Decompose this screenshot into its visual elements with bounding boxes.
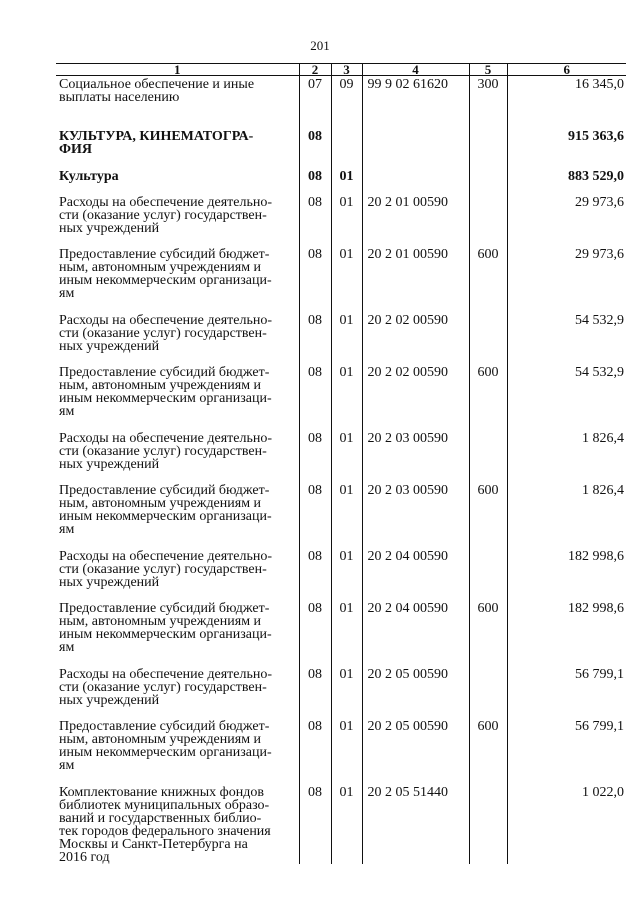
- table-row: [56, 246, 626, 312]
- section-code: 08: [299, 718, 331, 784]
- row-name: [56, 246, 299, 312]
- row-name: [56, 128, 299, 168]
- row-name-line: Социальное обеспечение и иные: [59, 77, 255, 92]
- row-name: [56, 194, 299, 246]
- row-name-line: ным, автономным учреждениям и: [59, 495, 262, 511]
- table-row: [56, 364, 626, 430]
- amount: 915 363,6: [507, 128, 626, 168]
- section-code: 08: [299, 128, 331, 168]
- row-name-line: ям: [59, 757, 75, 773]
- header-col-2: 2: [299, 64, 331, 76]
- section-code: 08: [299, 194, 331, 246]
- row-name-line: сти (оказание услуг) государствен-: [59, 207, 267, 223]
- table-row: [56, 430, 626, 482]
- row-name-line: ных учреждений: [59, 338, 160, 354]
- row-name-line: Предоставление субсидий бюджет-: [59, 482, 270, 498]
- expense-type-code: 600: [469, 718, 507, 784]
- expense-type-code: 600: [469, 364, 507, 430]
- expense-type-code: [469, 128, 507, 168]
- amount: 16 345,0: [507, 76, 626, 128]
- target-article-code: 20 2 05 00590: [362, 718, 469, 784]
- target-article-code: 20 2 02 00590: [362, 312, 469, 364]
- row-name-line: КУЛЬТУРА, КИНЕМАТОГРА-: [59, 128, 254, 144]
- expense-type-code: [469, 312, 507, 364]
- row-name-line: Расходы на обеспечение деятельно-: [59, 430, 272, 446]
- row-name-line: ям: [59, 521, 75, 537]
- amount: 29 973,6: [507, 246, 626, 312]
- row-name-line: ям: [59, 285, 75, 301]
- subsection-code: 01: [331, 430, 362, 482]
- expense-type-code: 600: [469, 246, 507, 312]
- subsection-code: 01: [331, 482, 362, 548]
- row-name-line: Предоставление субсидий бюджет-: [59, 600, 270, 616]
- row-name-line: выплаты населению: [59, 90, 180, 105]
- row-name-line: Расходы на обеспечение деятельно-: [59, 666, 272, 682]
- section-code: 08: [299, 600, 331, 666]
- expense-type-code: 600: [469, 600, 507, 666]
- amount: 56 799,1: [507, 666, 626, 718]
- subsection-code: 01: [331, 168, 362, 194]
- row-name-line: иным некоммерческим организаци-: [59, 508, 272, 524]
- row-name-line: ных учреждений: [59, 692, 160, 708]
- row-name: [56, 430, 299, 482]
- subsection-code: 01: [331, 666, 362, 718]
- subsection-code: 01: [331, 312, 362, 364]
- subsection-code: 09: [331, 76, 362, 128]
- table-row: [56, 76, 626, 128]
- row-name-line: библиотек муниципальных образо-: [59, 797, 270, 813]
- table-row: [56, 548, 626, 600]
- amount: 1 826,4: [507, 430, 626, 482]
- table-row: [56, 666, 626, 718]
- header-col-3: 3: [331, 64, 362, 76]
- section-code: 08: [299, 482, 331, 548]
- row-name: [56, 364, 299, 430]
- table-row: [56, 482, 626, 548]
- row-name-line: ФИЯ: [59, 141, 93, 157]
- table-row: [56, 784, 626, 864]
- amount: 883 529,0: [507, 168, 626, 194]
- section-code: 07: [299, 76, 331, 128]
- row-name-line: иным некоммерческим организаци-: [59, 390, 272, 406]
- page-number: 201: [310, 38, 330, 53]
- row-name-line: Культура: [59, 168, 119, 184]
- row-name: [56, 600, 299, 666]
- row-name: [56, 312, 299, 364]
- row-name: [56, 548, 299, 600]
- amount: 1 022,0: [507, 784, 626, 864]
- expense-type-code: 300: [469, 76, 507, 128]
- row-name-line: иным некоммерческим организаци-: [59, 626, 272, 642]
- row-name-line: сти (оказание услуг) государствен-: [59, 679, 267, 695]
- amount: 54 532,9: [507, 364, 626, 430]
- row-name-line: иным некоммерческим организаци-: [59, 272, 272, 288]
- section-code: 08: [299, 666, 331, 718]
- table-row: [56, 718, 626, 784]
- table-row: [56, 194, 626, 246]
- row-name: [56, 666, 299, 718]
- row-name-line: ным, автономным учреждениям и: [59, 377, 262, 393]
- target-article-code: 20 2 04 00590: [362, 548, 469, 600]
- row-name: [56, 784, 299, 864]
- amount: 182 998,6: [507, 548, 626, 600]
- header-col-6: 6: [507, 64, 626, 76]
- row-name-line: Предоставление субсидий бюджет-: [59, 364, 270, 380]
- row-name-line: сти (оказание услуг) государствен-: [59, 325, 267, 341]
- row-name-line: Расходы на обеспечение деятельно-: [59, 548, 272, 564]
- target-article-code: 20 2 01 00590: [362, 246, 469, 312]
- target-article-code: 20 2 01 00590: [362, 194, 469, 246]
- budget-table: [56, 63, 626, 864]
- amount: 54 532,9: [507, 312, 626, 364]
- expense-type-code: [469, 194, 507, 246]
- subsection-code: 01: [331, 246, 362, 312]
- section-code: 08: [299, 168, 331, 194]
- target-article-code: 20 2 05 00590: [362, 666, 469, 718]
- target-article-code: 20 2 03 00590: [362, 430, 469, 482]
- row-name: [56, 718, 299, 784]
- row-name-line: Предоставление субсидий бюджет-: [59, 246, 270, 262]
- row-name-line: ных учреждений: [59, 220, 160, 236]
- row-name-line: тек городов федерального значения: [59, 823, 271, 839]
- table-row: [56, 128, 626, 168]
- amount: 1 826,4: [507, 482, 626, 548]
- header-row: [56, 64, 626, 76]
- row-name-line: 2016 год: [59, 849, 110, 865]
- target-article-code: 20 2 02 00590: [362, 364, 469, 430]
- target-article-code: 99 9 02 61620: [362, 76, 469, 128]
- expense-type-code: [469, 430, 507, 482]
- subsection-code: 01: [331, 784, 362, 864]
- subsection-code: [331, 128, 362, 168]
- row-name-line: Москвы и Санкт-Петербурга на: [59, 836, 248, 852]
- table-row: [56, 600, 626, 666]
- row-name-line: ных учреждений: [59, 574, 160, 590]
- table-body: [56, 76, 626, 864]
- expense-type-code: 600: [469, 482, 507, 548]
- target-article-code: [362, 168, 469, 194]
- row-name: [56, 482, 299, 548]
- amount: 29 973,6: [507, 194, 626, 246]
- row-name-line: Предоставление субсидий бюджет-: [59, 718, 270, 734]
- row-name-line: иным некоммерческим организаци-: [59, 744, 272, 760]
- header-col-4: 4: [362, 64, 469, 76]
- target-article-code: [362, 128, 469, 168]
- row-name-line: ным, автономным учреждениям и: [59, 613, 262, 629]
- table-row: [56, 168, 626, 194]
- row-name: [56, 168, 299, 194]
- section-code: 08: [299, 784, 331, 864]
- target-article-code: 20 2 04 00590: [362, 600, 469, 666]
- row-name-line: ваний и государственных библио-: [59, 810, 262, 826]
- table-row: [56, 312, 626, 364]
- row-name-line: ям: [59, 403, 75, 419]
- subsection-code: 01: [331, 600, 362, 666]
- subsection-code: 01: [331, 364, 362, 430]
- subsection-code: 01: [331, 548, 362, 600]
- section-code: 08: [299, 246, 331, 312]
- row-name-line: Комплектование книжных фондов: [59, 784, 264, 800]
- expense-type-code: [469, 168, 507, 194]
- row-name-line: ным, автономным учреждениям и: [59, 731, 262, 747]
- amount: 182 998,6: [507, 600, 626, 666]
- section-code: 08: [299, 364, 331, 430]
- row-name-line: сти (оказание услуг) государствен-: [59, 561, 267, 577]
- subsection-code: 01: [331, 718, 362, 784]
- target-article-code: 20 2 03 00590: [362, 482, 469, 548]
- row-name-line: Расходы на обеспечение деятельно-: [59, 194, 272, 210]
- row-name-line: ным, автономным учреждениям и: [59, 259, 262, 275]
- row-name-line: ям: [59, 639, 75, 655]
- expense-type-code: [469, 666, 507, 718]
- row-name-line: ных учреждений: [59, 456, 160, 472]
- subsection-code: 01: [331, 194, 362, 246]
- section-code: 08: [299, 548, 331, 600]
- target-article-code: 20 2 05 51440: [362, 784, 469, 864]
- row-name-line: Расходы на обеспечение деятельно-: [59, 312, 272, 328]
- header-col-5: 5: [469, 64, 507, 76]
- row-name-line: сти (оказание услуг) государствен-: [59, 443, 267, 459]
- expense-type-code: [469, 548, 507, 600]
- section-code: 08: [299, 312, 331, 364]
- section-code: 08: [299, 430, 331, 482]
- amount: 56 799,1: [507, 718, 626, 784]
- header-col-1: 1: [56, 64, 299, 76]
- expense-type-code: [469, 784, 507, 864]
- row-name: [56, 76, 299, 128]
